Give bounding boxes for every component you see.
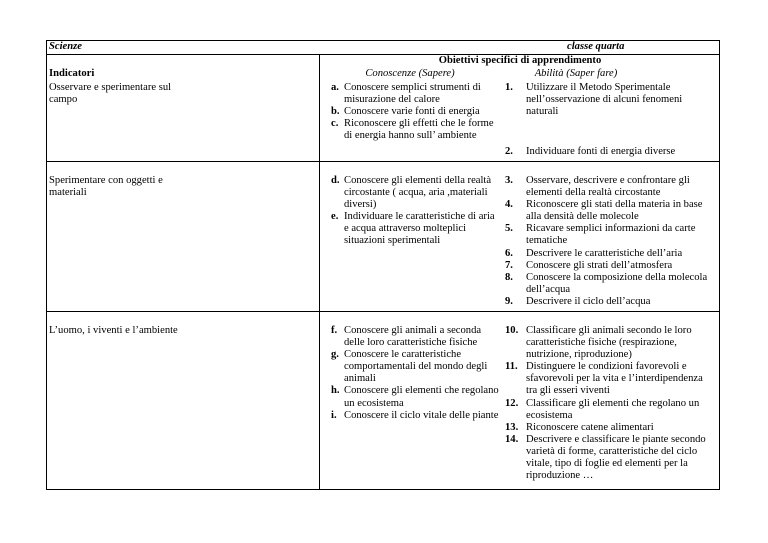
row-divider-2 <box>47 311 719 312</box>
knowledge-list-2 <box>331 175 499 248</box>
list-item: i. Conoscere il ciclo vitale delle piante <box>331 409 499 421</box>
row-divider-1 <box>47 161 719 162</box>
list-item: 7. Conoscere gli strati dell’atmosfera <box>505 259 673 271</box>
objectives-title: Obiettivi specifici di apprendimento <box>438 55 602 66</box>
knowledge-list-3 <box>331 325 499 422</box>
subject-label: Scienze <box>49 41 82 52</box>
indicator-3: L’uomo, i viventi e l’ambiente <box>49 325 178 336</box>
list-item: 3. Osservare, descrivere e confrontare gli elementi della realtà circostante <box>505 175 690 199</box>
list-item: h. Conoscere gli elementi che regolano un ecosistema <box>331 385 499 409</box>
list-item: 4. Riconoscere gli stati della materia in base alla densità delle molecole <box>505 199 703 223</box>
objectives-table <box>46 40 720 490</box>
list-item: 9. Descrivere il ciclo dell’acqua <box>505 295 651 307</box>
list-item: b. Conoscere varie fonti di energia <box>331 106 480 118</box>
knowledge-list-1 <box>331 82 499 142</box>
list-item: g. Conoscere le caratteristiche comportamentali del mondo degli animali <box>331 349 488 385</box>
indicators-heading: Indicatori <box>49 68 95 79</box>
class-label: classe quarta <box>567 41 625 52</box>
list-item: 10. Classificare gli animali secondo le loro caratteristiche fisiche (respirazione, nutrizione, riproduzione) <box>505 325 692 361</box>
list-item: 6. Descrivere le caratteristiche dell’aria <box>505 247 683 259</box>
list-item: c. Riconoscere gli effetti che le forme di energia hanno sull’ ambiente <box>331 118 494 142</box>
skills-list-2 <box>505 175 715 308</box>
list-item: a. Conoscere semplici strumenti di misurazione del calore <box>331 82 481 106</box>
list-item: 12. Classificare gli elementi che regolano un ecosistema <box>505 397 700 421</box>
list-item: 5. Ricavare semplici informazioni da carte tematiche <box>505 223 696 247</box>
skills-list-3 <box>505 325 715 482</box>
skill-item-2: 2. Individuare fonti di energia diverse <box>505 146 676 157</box>
indicator-1: Osservare e sperimentare sul campo <box>49 82 172 106</box>
skills-heading: Abilità (Saper fare) <box>534 68 618 79</box>
column-divider-1 <box>319 54 320 489</box>
list-item: 13. Riconoscere catene alimentari <box>505 421 654 433</box>
list-item: 8. Conoscere la composizione della molecola dell’acqua <box>505 271 708 295</box>
list-item: f. Conoscere gli animali a seconda delle loro caratteristiche fisiche <box>331 325 482 349</box>
list-item: 14. Descrivere e classificare le piante secondo varietà di forme, caratteristiche del ciclo vitale, tipo di foglie ed elementi per la riproduzione … <box>505 433 706 482</box>
list-item: d. Conoscere gli elementi della realtà circostante ( acqua, aria ,materiali diversi) <box>331 175 492 211</box>
skill-item-1: 1. Utilizzare il Metodo Sperimentale nell’osservazione di alcuni fenomeni naturali <box>505 82 683 118</box>
knowledge-heading: Conoscenze (Sapere) <box>365 68 455 79</box>
list-item: 11. Distinguere le condizioni favorevoli e sfavorevoli per la vita e l’interdipendenza tra gli esseri viventi <box>505 361 703 397</box>
list-item: e. Individuare le caratteristiche di aria e acqua attraverso molteplici situazioni sperimentali <box>331 211 495 247</box>
indicator-2: Sperimentare con oggetti e materiali <box>49 175 163 199</box>
